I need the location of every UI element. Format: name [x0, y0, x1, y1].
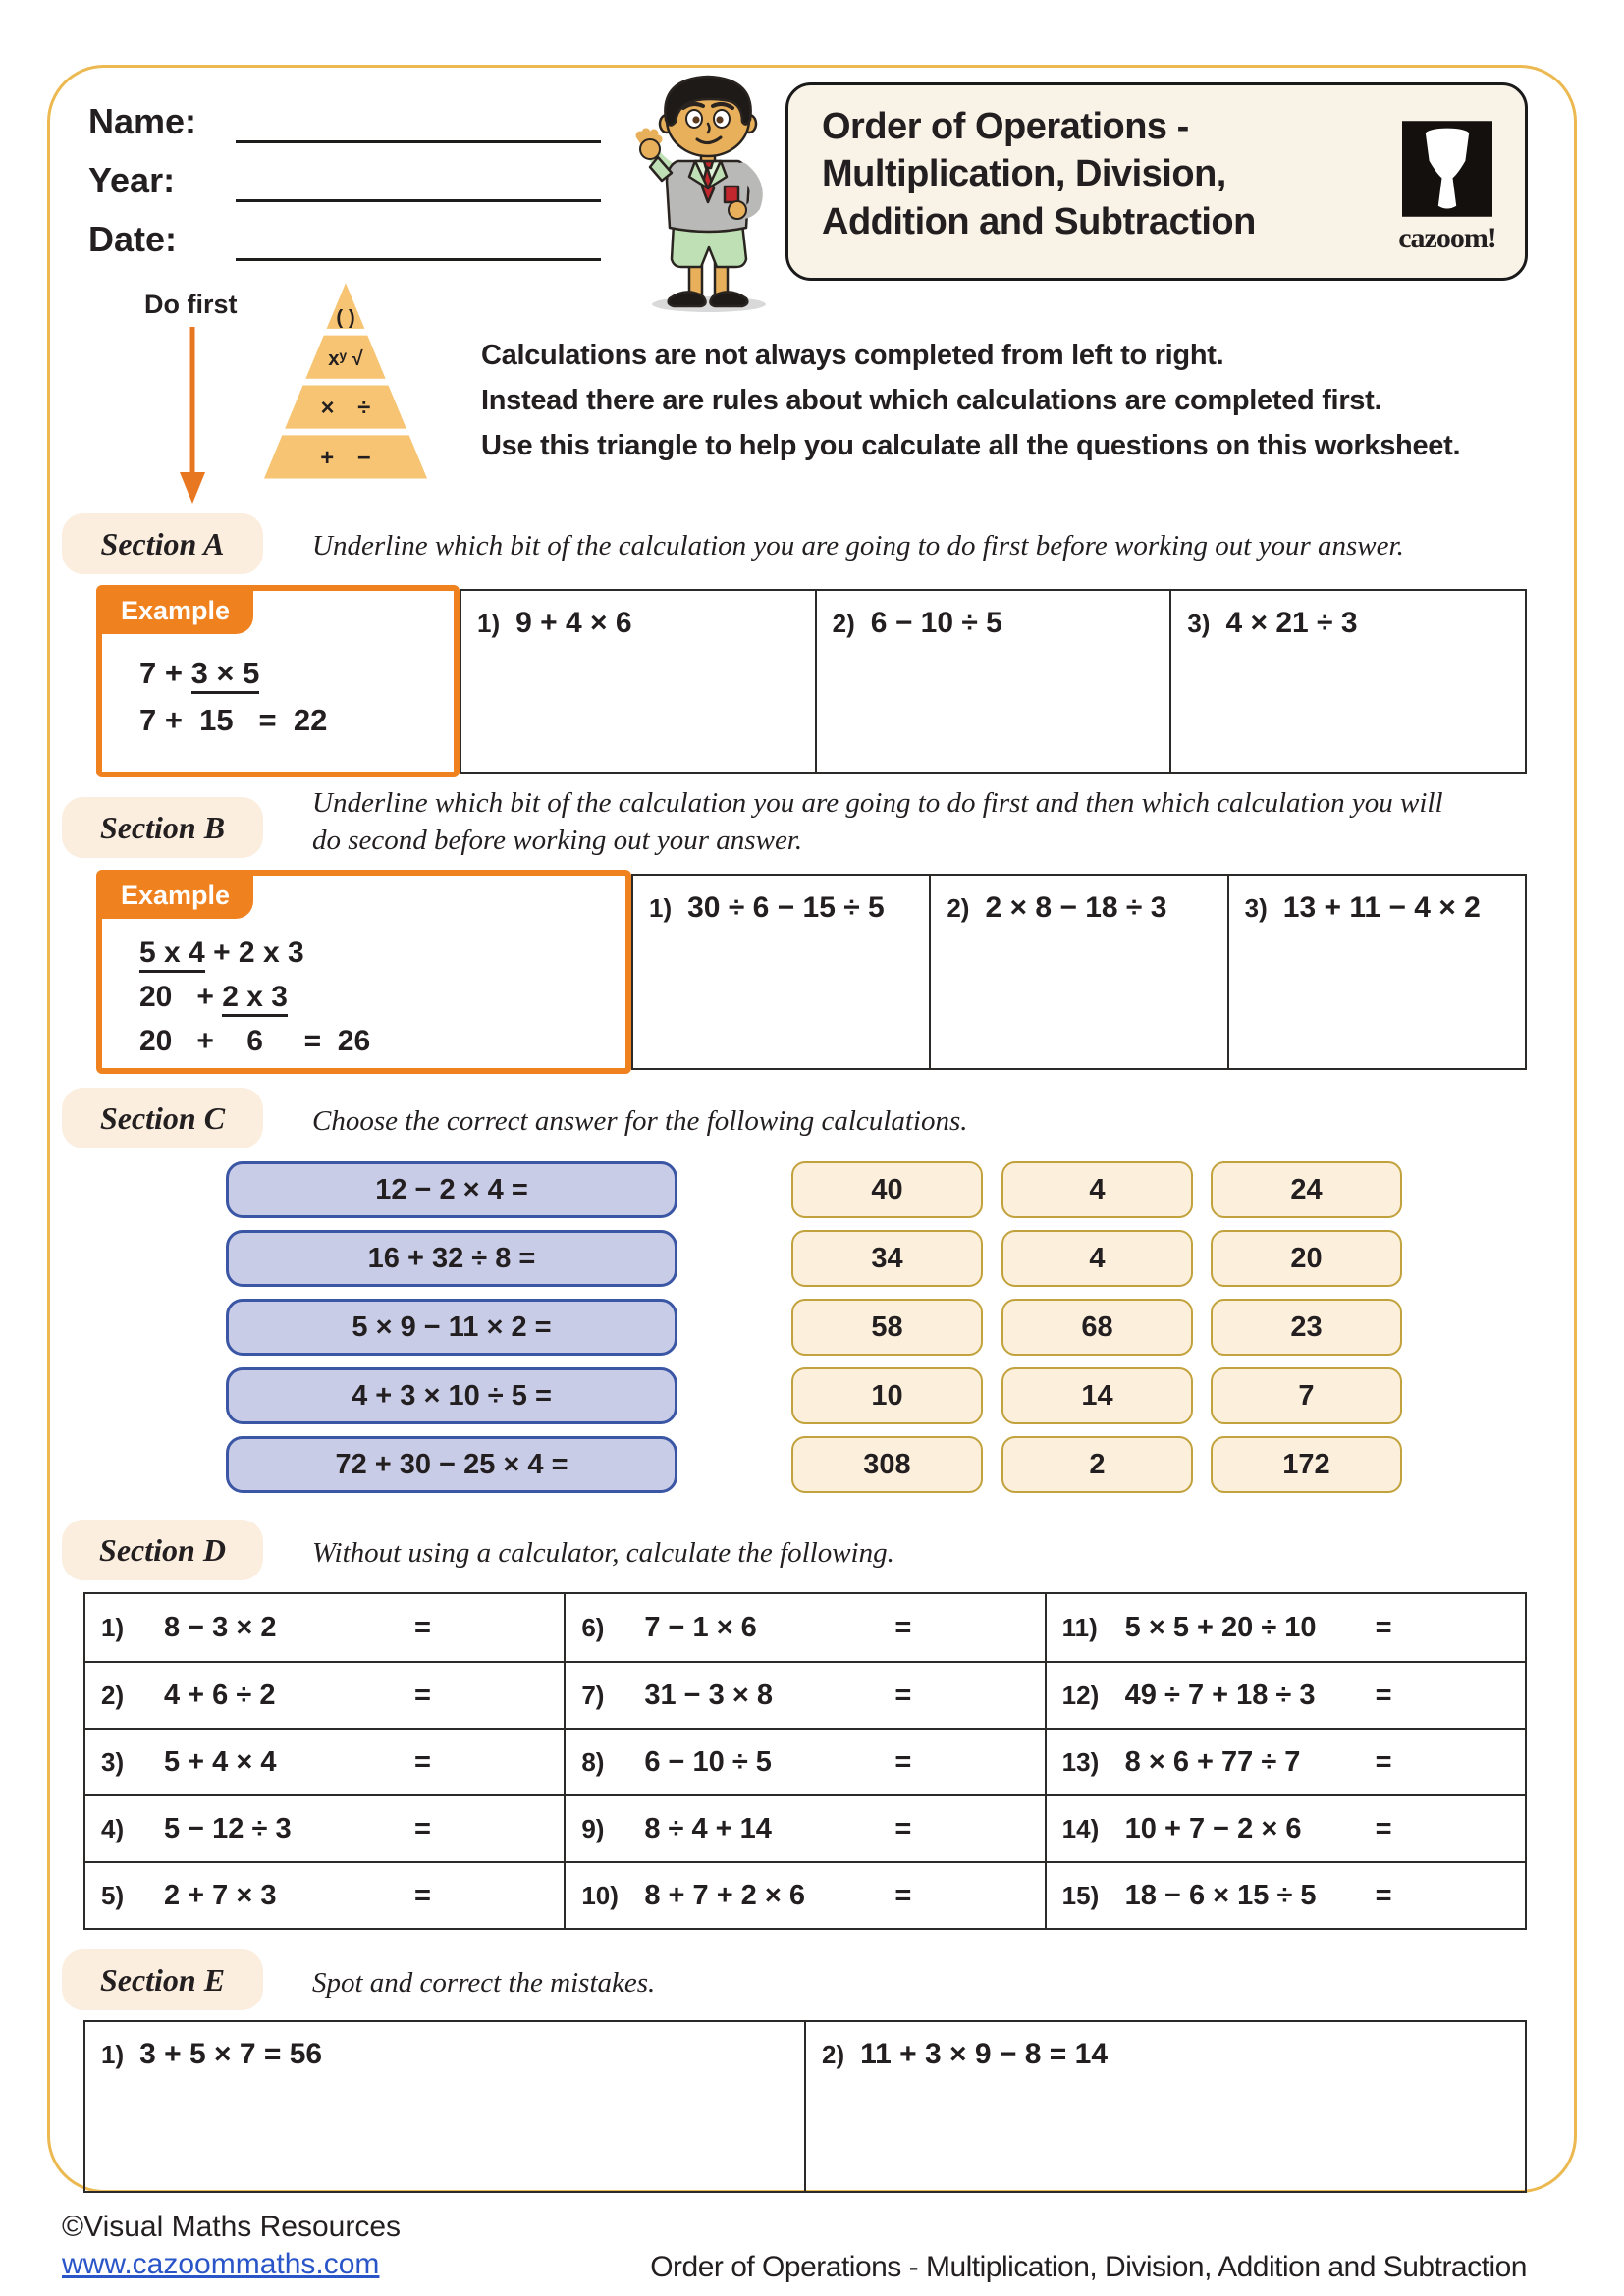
question-number: 1) — [101, 2040, 125, 2069]
pyramid-level-brackets: ( ) — [336, 306, 355, 329]
section-b-question-cell[interactable] — [633, 876, 929, 1068]
question-number: 2) — [822, 2040, 845, 2069]
equals-sign: = — [1375, 1879, 1392, 1911]
example-text: + 2 x 3 — [204, 936, 304, 969]
do-first-label: Do first — [144, 290, 238, 319]
question-expression: 6 − 10 ÷ 5 — [870, 607, 1002, 639]
intro-line-3: Use this triangle to help you calculate all the questions on this worksheet. — [481, 429, 1461, 461]
equals-sign: = — [894, 1745, 912, 1778]
example-line-1 — [139, 931, 370, 975]
example-line-1 — [139, 650, 327, 697]
question-expression: 4 × 21 ÷ 3 — [1225, 607, 1358, 639]
answer-option[interactable]: 68 — [1001, 1299, 1193, 1356]
question-number: 14) — [1061, 1813, 1100, 1843]
section-d-questions-table — [83, 1592, 1527, 1930]
answer-option[interactable]: 24 — [1211, 1161, 1402, 1218]
section-d-question-cell[interactable] — [566, 1794, 1044, 1861]
answer-option[interactable]: 7 — [1211, 1367, 1402, 1424]
equals-sign: = — [414, 1679, 431, 1711]
section-d-column — [564, 1594, 1044, 1928]
title-line-2: Multiplication, Division, — [822, 153, 1226, 195]
question-box: 5 × 9 − 11 × 2 = — [226, 1299, 677, 1356]
question-number: 12) — [1061, 1680, 1100, 1710]
equals-sign: = — [1375, 1812, 1392, 1844]
underlined-operation: 2 x 3 — [222, 981, 288, 1017]
question-box: 16 + 32 ÷ 8 = — [226, 1230, 677, 1287]
equals-sign: = — [894, 1812, 912, 1844]
pyramid-level-add-subtract: + − — [320, 445, 371, 471]
logo-wordmark: cazoom! — [1398, 222, 1496, 254]
section-e-instruction: Spot and correct the mistakes. — [312, 1967, 656, 1999]
example-line-2 — [139, 975, 370, 1019]
section-d-question-cell[interactable] — [1047, 1794, 1525, 1861]
equals-sign: = — [894, 1879, 912, 1911]
title-line-3: Addition and Subtraction — [822, 200, 1256, 242]
section-c-row — [0, 1436, 1624, 1493]
name-field — [88, 101, 196, 142]
section-a-example-working — [139, 650, 327, 744]
year-field — [88, 160, 175, 201]
year-label: Year: — [88, 160, 176, 200]
question-number: 8) — [581, 1746, 605, 1777]
question-expression: 9 + 4 × 6 — [515, 607, 632, 639]
question-number: 3) — [101, 1746, 125, 1777]
answer-option[interactable]: 20 — [1211, 1230, 1402, 1287]
question-number: 5) — [101, 1880, 125, 1910]
section-b-question-cell[interactable] — [1227, 876, 1525, 1068]
equals-sign: = — [894, 1679, 912, 1711]
section-a-header: Section A — [62, 513, 263, 574]
question-expression: 13 + 11 − 4 × 2 — [1282, 891, 1481, 924]
question-expression: 3 + 5 × 7 = 56 — [139, 2038, 323, 2070]
section-b-example-working — [139, 931, 370, 1063]
section-d-question-cell[interactable] — [1047, 1594, 1525, 1661]
section-d-question-cell[interactable] — [85, 1594, 564, 1661]
cazoom-logo — [1385, 121, 1509, 255]
footer-copyright: ©Visual Maths Resources — [62, 2211, 402, 2243]
question-expression: 49 ÷ 7 + 18 ÷ 3 — [1124, 1679, 1316, 1711]
example-tab: Example — [101, 590, 253, 634]
answer-option[interactable]: 2 — [1001, 1436, 1193, 1493]
section-c-row — [0, 1230, 1624, 1287]
question-number: 10) — [581, 1880, 619, 1910]
equals-sign: = — [414, 1745, 431, 1778]
section-d-instruction: Without using a calculator, calculate the following. — [312, 1537, 894, 1569]
answer-option[interactable]: 23 — [1211, 1299, 1402, 1356]
section-d-question-cell[interactable] — [566, 1594, 1044, 1661]
section-d-question-cell[interactable] — [566, 1861, 1044, 1928]
answer-option[interactable]: 172 — [1211, 1436, 1402, 1493]
question-expression: 18 − 6 × 15 ÷ 5 — [1124, 1879, 1317, 1911]
pyramid-level-multiply-divide: × ÷ — [320, 396, 371, 422]
intro-text — [481, 334, 1460, 468]
question-expression: 8 + 7 + 2 × 6 — [644, 1879, 805, 1911]
year-input-line[interactable] — [236, 199, 601, 202]
equals-sign: = — [414, 1611, 431, 1643]
section-c-row — [0, 1299, 1624, 1356]
question-expression: 4 + 6 ÷ 2 — [164, 1679, 276, 1711]
question-expression: 8 ÷ 4 + 14 — [644, 1812, 772, 1844]
section-d-question-cell[interactable] — [85, 1861, 564, 1928]
answer-option[interactable]: 4 — [1001, 1230, 1193, 1287]
worksheet-title — [822, 103, 1256, 245]
section-b-header: Section B — [62, 797, 263, 858]
section-b-questions-table — [631, 874, 1527, 1070]
section-b-question-cell[interactable] — [929, 876, 1226, 1068]
pyramid-level-powers-roots: xʸ √ — [328, 348, 363, 371]
question-number: 2) — [947, 893, 970, 923]
answer-option[interactable]: 308 — [791, 1436, 983, 1493]
date-input-line[interactable] — [236, 258, 601, 261]
question-expression: 2 + 7 × 3 — [164, 1879, 277, 1911]
example-text: 20 + — [139, 981, 223, 1013]
question-number: 15) — [1061, 1880, 1100, 1910]
question-box: 12 − 2 × 4 = — [226, 1161, 677, 1218]
question-number: 13) — [1061, 1746, 1100, 1777]
example-text: 7 + 15 = 22 — [139, 703, 328, 738]
example-text: 20 + 6 = 26 — [139, 1025, 371, 1057]
section-b-instruction-line-1: Underline which bit of the calculation you are going to do first and then which calculation you will — [312, 787, 1443, 819]
question-expression: 6 − 10 ÷ 5 — [644, 1745, 772, 1778]
section-a-question-cell[interactable] — [1169, 591, 1525, 772]
question-number: 1) — [101, 1612, 125, 1642]
question-expression: 10 + 7 − 2 × 6 — [1124, 1812, 1302, 1844]
question-number: 6) — [581, 1612, 605, 1642]
section-d-question-cell[interactable] — [1047, 1661, 1525, 1728]
question-expression: 5 − 12 ÷ 3 — [164, 1812, 292, 1844]
section-d-column — [1045, 1594, 1525, 1928]
section-c-header: Section C — [62, 1088, 263, 1148]
question-expression: 5 × 5 + 20 ÷ 10 — [1124, 1611, 1317, 1643]
answer-option[interactable]: 40 — [791, 1161, 983, 1218]
section-c-instruction: Choose the correct answer for the following calculations. — [312, 1105, 968, 1137]
boy-character-illustration — [599, 63, 815, 318]
worksheet-title-box — [785, 82, 1528, 281]
equals-sign: = — [1375, 1679, 1392, 1711]
down-arrow-icon — [177, 327, 208, 506]
section-c-row — [0, 1367, 1624, 1424]
section-d-question-cell[interactable] — [85, 1661, 564, 1728]
section-c-row — [0, 1161, 1624, 1218]
answer-option[interactable]: 34 — [791, 1230, 983, 1287]
question-number: 7) — [581, 1680, 605, 1710]
section-d-header: Section D — [62, 1520, 263, 1580]
example-line-3 — [139, 1019, 370, 1063]
question-box: 72 + 30 − 25 × 4 = — [226, 1436, 677, 1493]
name-input-line[interactable] — [236, 140, 601, 143]
question-box: 4 + 3 × 10 ÷ 5 = — [226, 1367, 677, 1424]
equals-sign: = — [414, 1812, 431, 1844]
question-number: 11) — [1061, 1612, 1098, 1642]
answer-option[interactable]: 4 — [1001, 1161, 1193, 1218]
footer-worksheet-title: Order of Operations - Multiplication, Division, Addition and Subtraction — [650, 2251, 1527, 2283]
section-e-question-cell[interactable] — [804, 2022, 1525, 2191]
question-expression: 2 × 8 − 18 ÷ 3 — [985, 891, 1167, 924]
section-e-header: Section E — [62, 1949, 263, 2010]
section-d-question-cell[interactable] — [566, 1661, 1044, 1728]
title-line-1: Order of Operations - — [822, 106, 1189, 147]
section-d-question-cell[interactable] — [566, 1728, 1044, 1794]
question-number: 4) — [101, 1813, 125, 1843]
section-a-question-cell[interactable] — [461, 591, 815, 772]
question-number: 2) — [101, 1680, 125, 1710]
date-label: Date: — [88, 219, 178, 259]
drum-icon — [1402, 121, 1492, 217]
equals-sign: = — [414, 1879, 431, 1911]
section-d-question-cell[interactable] — [85, 1728, 564, 1794]
answer-option[interactable]: 58 — [791, 1299, 983, 1356]
section-d-question-cell[interactable] — [1047, 1728, 1525, 1794]
intro-line-2: Instead there are rules about which calculations are completed first. — [481, 384, 1382, 416]
example-text: 7 + — [139, 656, 191, 690]
question-number: 3) — [1244, 893, 1268, 923]
name-label: Name: — [88, 101, 197, 141]
question-number: 1) — [477, 609, 501, 638]
underlined-operation: 5 x 4 — [139, 936, 205, 973]
date-field — [88, 219, 177, 260]
order-of-operations-pyramid — [242, 279, 450, 487]
equals-sign: = — [894, 1611, 912, 1643]
section-d-question-cell[interactable] — [1047, 1861, 1525, 1928]
section-d-column — [85, 1594, 564, 1928]
section-a-example-box — [96, 585, 460, 777]
question-number: 9) — [581, 1813, 605, 1843]
section-b-instruction — [312, 785, 1443, 859]
section-b-instruction-line-2: do second before working out your answer. — [312, 824, 803, 856]
equals-sign: = — [1375, 1745, 1392, 1778]
example-line-2 — [139, 697, 327, 744]
question-number: 2) — [832, 609, 855, 638]
question-expression: 8 × 6 + 77 ÷ 7 — [1124, 1745, 1301, 1778]
question-number: 1) — [649, 893, 673, 923]
question-expression: 31 − 3 × 8 — [644, 1679, 773, 1711]
section-b-example-box — [96, 870, 631, 1074]
footer-website-link[interactable]: www.cazoommaths.com — [62, 2248, 380, 2280]
question-number: 3) — [1187, 609, 1211, 638]
equals-sign: = — [1375, 1611, 1392, 1643]
section-a-questions-table — [460, 589, 1527, 774]
question-expression: 11 + 3 × 9 − 8 = 14 — [860, 2038, 1109, 2070]
example-tab: Example — [101, 875, 253, 919]
section-a-question-cell[interactable] — [815, 591, 1170, 772]
answer-option[interactable]: 10 — [791, 1367, 983, 1424]
section-e-question-cell[interactable] — [85, 2022, 804, 2191]
section-e-questions-table — [83, 2020, 1527, 2193]
intro-line-1: Calculations are not always completed from left to right. — [481, 340, 1224, 371]
question-expression: 30 ÷ 6 − 15 ÷ 5 — [687, 891, 885, 924]
section-d-question-cell[interactable] — [85, 1794, 564, 1861]
question-expression: 7 − 1 × 6 — [644, 1611, 757, 1643]
section-a-instruction: Underline which bit of the calculation you are going to do first before working out your answer. — [312, 530, 1404, 561]
question-expression: 5 + 4 × 4 — [164, 1745, 277, 1778]
answer-option[interactable]: 14 — [1001, 1367, 1193, 1424]
question-expression: 8 − 3 × 2 — [164, 1611, 277, 1643]
underlined-operation: 3 × 5 — [191, 656, 260, 694]
